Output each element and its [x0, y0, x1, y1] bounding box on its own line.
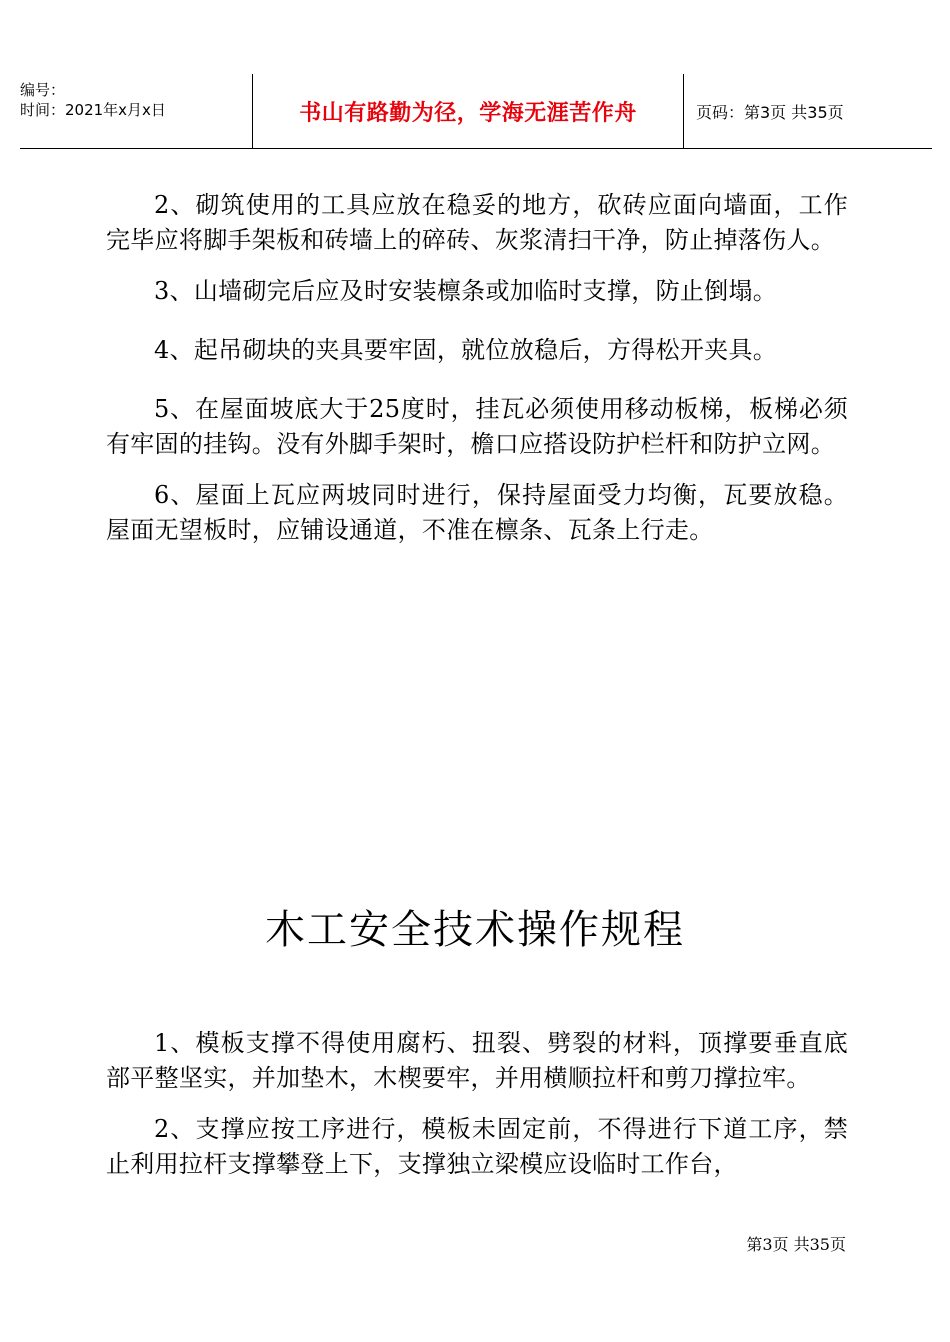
header-motto: 书山有路勤为径，学海无涯苦作舟: [299, 100, 637, 126]
paragraph: 5、在屋面坡底大于25度时，挂瓦必须使用移动板梯，板梯必须有牢固的挂钩。没有外脚手架时，檐口应搭设防护栏杆和防护立网。: [106, 395, 848, 458]
page-header: [20, 74, 932, 149]
page-footer: 第3页 共35页: [746, 1235, 846, 1254]
header-page-info: 页码：第3页 共35页: [696, 102, 844, 122]
time-label: 时间：2021年x月x日: [20, 101, 166, 119]
section-1-body: [106, 188, 848, 548]
paragraph: 6、屋面上瓦应两坡同时进行，保持屋面受力均衡，瓦要放稳。屋面无望板时，应铺设通道，不准在檩条、瓦条上行走。: [106, 481, 848, 544]
paragraph: 1、模板支撑不得使用腐朽、扭裂、劈裂的材料，顶撑要垂直底部平整坚实，并加垫木，木楔要牢，并用横顺拉杆和剪刀撑拉牢。: [106, 1029, 848, 1092]
serial-label: 编号：: [20, 81, 66, 99]
paragraph: 3、山墙砌完后应及时安装檩条或加临时支撑，防止倒塌。: [154, 277, 778, 305]
section-2-body: [106, 1026, 848, 1182]
paragraph: 2、支撑应按工序进行，模板未固定前，不得进行下道工序，禁止利用拉杆支撑攀登上下，支撑独立梁模应设临时工作台，: [106, 1115, 848, 1178]
section-title: 木工安全技术操作规程: [265, 907, 685, 953]
paragraph: 2、砌筑使用的工具应放在稳妥的地方，砍砖应面向墙面，工作完毕应将脚手架板和砖墙上的碎砖、灰浆清扫干净，防止掉落伤人。: [106, 191, 848, 254]
paragraph: 4、起吊砌块的夹具要牢固，就位放稳后，方得松开夹具。: [154, 336, 778, 364]
header-motto-cell: [252, 74, 684, 148]
header-page-info-cell: [684, 74, 932, 148]
header-meta: [20, 74, 252, 148]
